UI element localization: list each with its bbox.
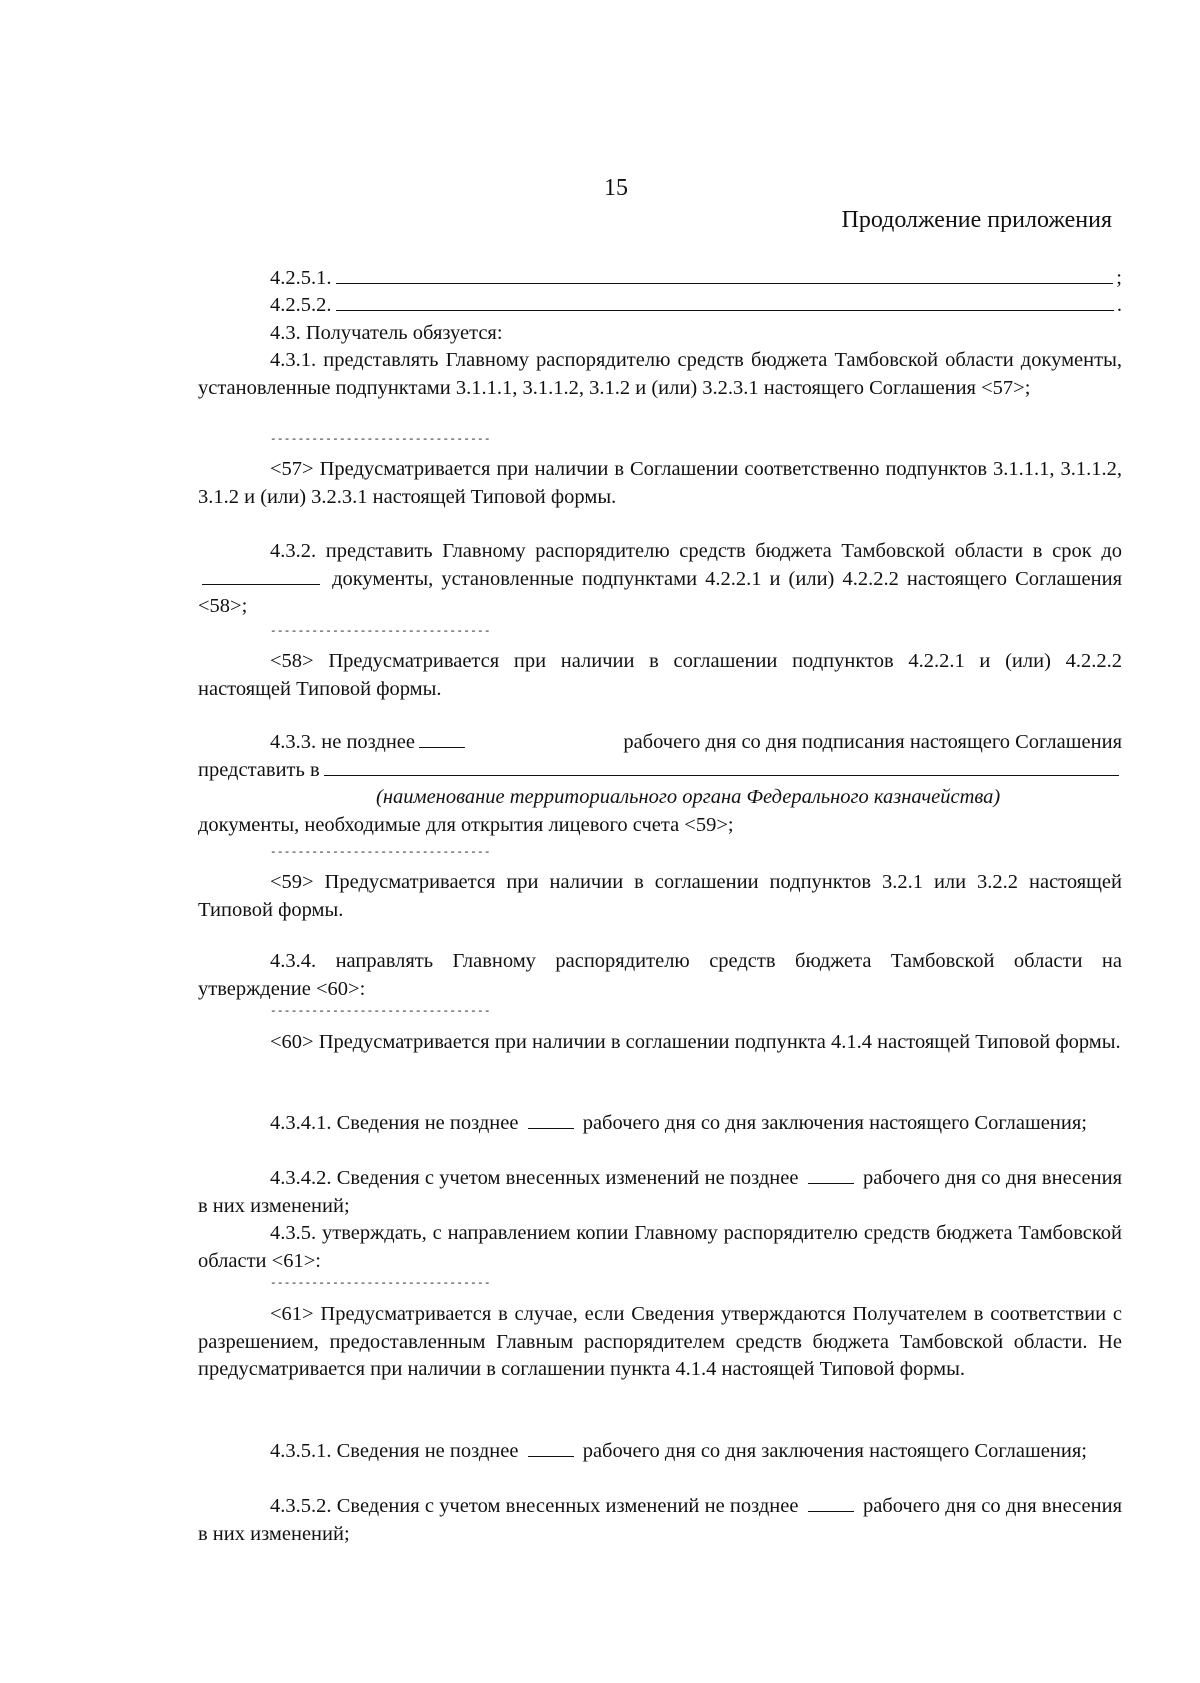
blank-days — [528, 1455, 574, 1457]
clause-4-2-5-1: 4.2.5.1. ; — [270, 267, 1122, 289]
clause-4-3-4: 4.3.4. направлять Главному распорядителю средств бюджета Тамбовской области на утверждение <60>: — [198, 950, 1122, 1000]
clause-4-3-4-2: 4.3.4.2. Сведения с учетом внесенных изменений не позднее рабочего дня со дня внесения в них изменений; — [198, 1167, 1122, 1217]
clause-4-3-2: 4.3.2. представить Главному распорядителю средств бюджета Тамбовской области в срок до документы, установленные подпунктами 4.2.2.1 и (или) 4.2.2.2 настоящего Соглашения <58>; — [198, 540, 1122, 617]
blank-days — [808, 1182, 854, 1184]
blank-date — [202, 583, 320, 585]
blank-line — [336, 310, 1114, 311]
page-number: 15 — [604, 175, 628, 201]
clause-4-3-1: 4.3.1. представлять Главному распорядителю средств бюджета Тамбовской области документы, установленные подпунктами 3.1.1.1, 3.1.1.2, 3.1.2 и (или) 3.2.3.1 настоящего Соглашения <57>; — [198, 349, 1122, 399]
continuation-title: Продолжение приложения — [841, 207, 1112, 233]
footnote-separator: -------------------------------- — [270, 847, 491, 859]
blank-days — [528, 1127, 574, 1129]
clause-4-3-3: 4.3.3. не позднее рабочего дня со дня подписания настоящего Соглашения представить в (наименование территориального органа Федерального казначейства) документы, необходимые для открытия лицевого счета <59>; — [198, 731, 1122, 836]
field-hint: (наименование территориального органа Федерального казначейства) — [376, 786, 1001, 808]
clause-4-2-5-2: 4.2.5.2. . — [270, 294, 1122, 316]
footnote-57: <57> Предусматривается при наличии в Соглашении соответственно подпунктов 3.1.1.1, 3.1.1.2, 3.1.2 и (или) 3.2.3.1 настоящей Типовой формы. — [198, 458, 1122, 508]
blank-days — [808, 1510, 854, 1512]
clause-4-3-5: 4.3.5. утверждать, с направлением копии Главному распорядителю средств бюджета Тамбовской области <61>: — [198, 1222, 1122, 1272]
footnote-separator: -------------------------------- — [270, 434, 491, 446]
blank-line — [324, 775, 1119, 776]
footnote-60: <60> Предусматривается при наличии в соглашении подпункта 4.1.4 настоящей Типовой формы. — [270, 1031, 1121, 1053]
blank-days — [419, 746, 465, 748]
footnote-61: <61> Предусматривается в случае, если Сведения утверждаются Получателем в соответствии с разрешением, предоставленным Главным распорядителем средств бюджета Тамбовской области. Не предусматривается при наличии в соглашении пункта 4.1.4 настоящей Типовой формы. — [198, 1303, 1122, 1380]
blank-line — [336, 283, 1114, 284]
clause-4-3-5-1: 4.3.5.1. Сведения не позднее рабочего дня со дня заключения настоящего Соглашения; — [270, 1440, 1087, 1462]
clause-4-3-5-2: 4.3.5.2. Сведения с учетом внесенных изменений не позднее рабочего дня со дня внесения в них изменений; — [198, 1495, 1122, 1545]
clause-4-3-4-1: 4.3.4.1. Сведения не позднее рабочего дня со дня заключения настоящего Соглашения; — [270, 1112, 1087, 1134]
footnote-separator: -------------------------------- — [270, 626, 491, 638]
footnote-separator: -------------------------------- — [270, 1006, 491, 1018]
footnote-separator: -------------------------------- — [270, 1278, 491, 1290]
footnote-58: <58> Предусматривается при наличии в соглашении подпунктов 4.2.2.1 и (или) 4.2.2.2 настоящей Типовой формы. — [198, 650, 1122, 700]
footnote-59: <59> Предусматривается при наличии в соглашении подпунктов 3.2.1 или 3.2.2 настоящей Типовой формы. — [198, 871, 1122, 921]
clause-4-3: 4.3. Получатель обязуется: — [270, 322, 503, 344]
